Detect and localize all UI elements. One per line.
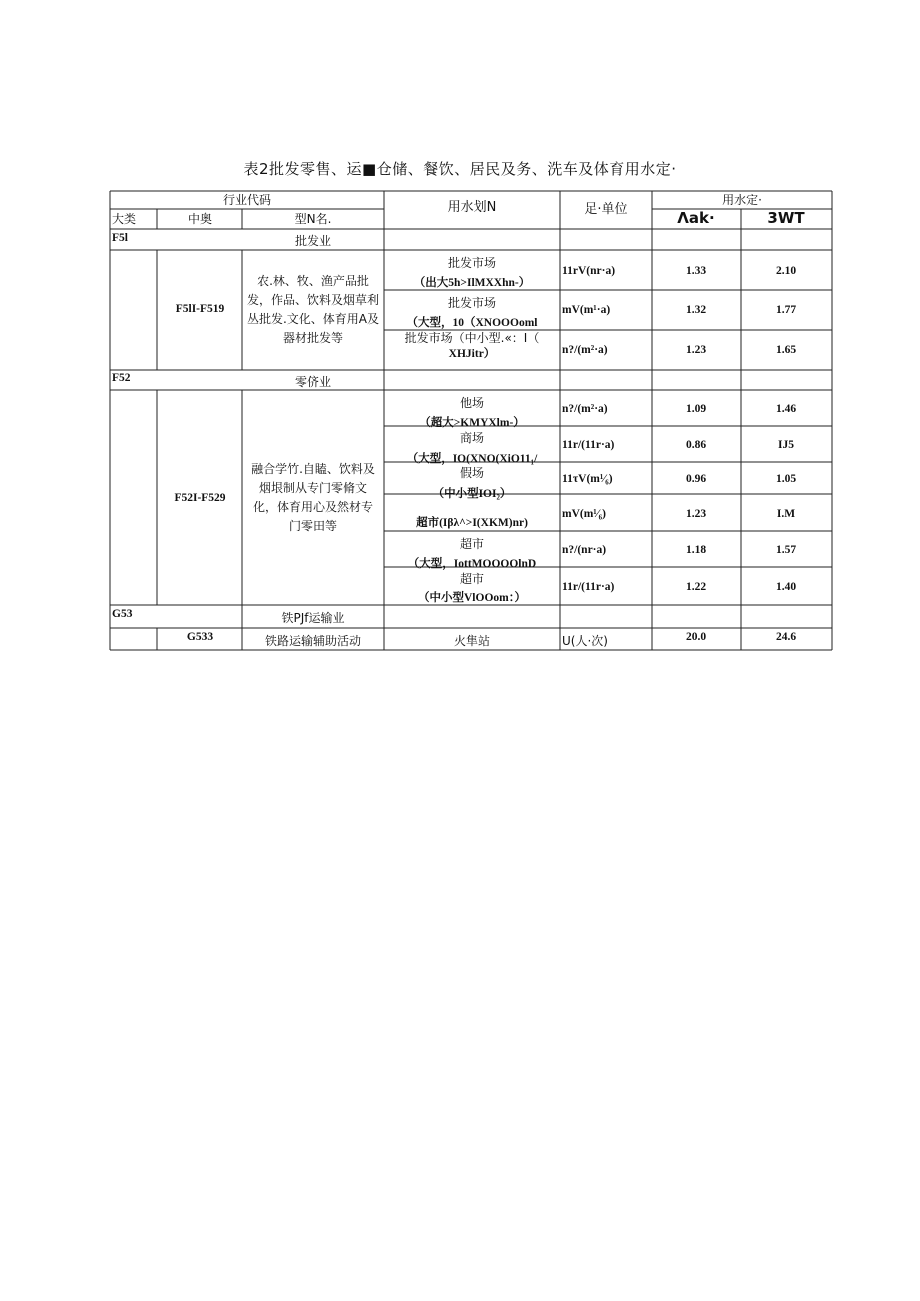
- code-g533: G533: [186, 631, 214, 643]
- r5-sub: （大型，IottMOOOOlnD: [407, 558, 537, 570]
- code-f51: F5l: [112, 232, 128, 244]
- r2-unit: 11r/(11r·a): [562, 439, 615, 451]
- header-industry-code: 行业代码: [222, 193, 272, 207]
- r3-unit: 11τV(m¹⁄₆): [562, 473, 613, 485]
- r1-unit: n?/(m²·a): [562, 403, 608, 415]
- w2-unit: mV(m¹·a): [562, 304, 611, 316]
- w3-unit: n?/(m²·a): [562, 344, 608, 356]
- w3-sub: XHJitr）: [448, 348, 496, 360]
- w2-sub: （大型，10（XNOOOoml: [406, 317, 538, 329]
- r3-sub: （中小型IOI₂）: [432, 488, 512, 500]
- r6-name: 超市: [459, 572, 485, 586]
- r3-quota-b: 1.05: [775, 473, 797, 485]
- name-f51: 批发业: [294, 234, 332, 248]
- r6-quota-a: 1.22: [685, 581, 707, 593]
- r3-name: 假场: [459, 466, 485, 480]
- r2-quota-a: 0.86: [685, 439, 707, 451]
- range-f521: F52I-F529: [174, 492, 226, 504]
- r4-quota-b: I.M: [776, 508, 796, 520]
- g533-quota-b: 24.6: [775, 631, 797, 643]
- header-unit: 足·单位: [584, 202, 628, 217]
- table-title: 表2批发零售、运■仓储、餐饮、居民及务、洗车及体育用水定·: [243, 160, 677, 178]
- w2-quota-b: 1.77: [775, 304, 797, 316]
- r1-quota-a: 1.09: [685, 403, 707, 415]
- r4-name: 超市(Iβλ^>I(XKM)nr): [416, 517, 528, 529]
- r5-quota-a: 1.18: [685, 544, 707, 556]
- w3-quota-a: 1.23: [685, 344, 707, 356]
- r2-sub: （大型，IO(XNO(XiO11₁/: [406, 453, 538, 465]
- name-g53: 铁PJf运输业: [281, 611, 345, 625]
- r4-unit: mV(m¹⁄₆): [562, 508, 606, 520]
- unit-g533: U(人·次): [562, 634, 608, 648]
- w3-quota-b: 1.65: [775, 344, 797, 356]
- w1-unit: 11rV(nr·a): [562, 265, 616, 277]
- w1-name: 批发市场: [447, 256, 497, 270]
- r3-quota-a: 0.96: [685, 473, 707, 485]
- name-g533: 铁路运输辅助活动: [264, 634, 362, 648]
- header-quota-b: 3WT: [767, 209, 805, 227]
- w1-quota-b: 2.10: [775, 265, 797, 277]
- header-mid-category: 中奥: [187, 212, 213, 226]
- g533-quota-a: 20.0: [685, 631, 707, 643]
- range-f511: F5lI-F519: [175, 303, 225, 315]
- r1-sub: （超大>KMYXlm-）: [419, 417, 525, 429]
- code-f52: F52: [112, 372, 131, 384]
- r5-unit: n?/(nr·a): [562, 544, 607, 556]
- r5-name: 超市: [459, 537, 485, 551]
- header-big-category: 大类: [112, 212, 137, 226]
- r5-quota-b: 1.57: [775, 544, 797, 556]
- w1-sub: （出大5h>IlMXXhn-）: [413, 277, 531, 289]
- w2-name: 批发市场: [447, 296, 497, 310]
- header-water-use: 用水划N: [447, 200, 497, 215]
- r4-quota-a: 1.23: [685, 508, 707, 520]
- use-g533: 火隼站: [453, 634, 491, 648]
- header-quota-a: Λak·: [677, 209, 715, 227]
- header-quota: 用水定·: [722, 193, 762, 207]
- name-f52: 零侪业: [294, 375, 332, 389]
- desc-f521: 融合学竹.自瞌、饮料及烟垠制从专门零脩文化，体育用心及然材专门零田等: [251, 462, 375, 533]
- r1-name: 他场: [459, 396, 485, 410]
- r6-quota-b: 1.40: [775, 581, 797, 593]
- r6-sub: （中小型VlOOom：）: [418, 592, 526, 604]
- w1-quota-a: 1.33: [685, 265, 707, 277]
- r2-name: 商场: [459, 431, 485, 445]
- r1-quota-b: 1.46: [775, 403, 797, 415]
- w2-quota-a: 1.32: [685, 304, 707, 316]
- desc-f511: 农.林、牧、渔产品批发，作品、饮料及烟草利丛批发.文化、体育用A及器材批发等: [246, 274, 380, 345]
- w3-name: 批发市场（中小型.«：I（: [404, 331, 540, 345]
- r6-unit: 11r/(11r·a): [562, 581, 615, 593]
- code-g53: G53: [112, 608, 133, 620]
- header-small-category: 型N名.: [294, 212, 332, 226]
- r2-quota-b: IJ5: [778, 439, 794, 451]
